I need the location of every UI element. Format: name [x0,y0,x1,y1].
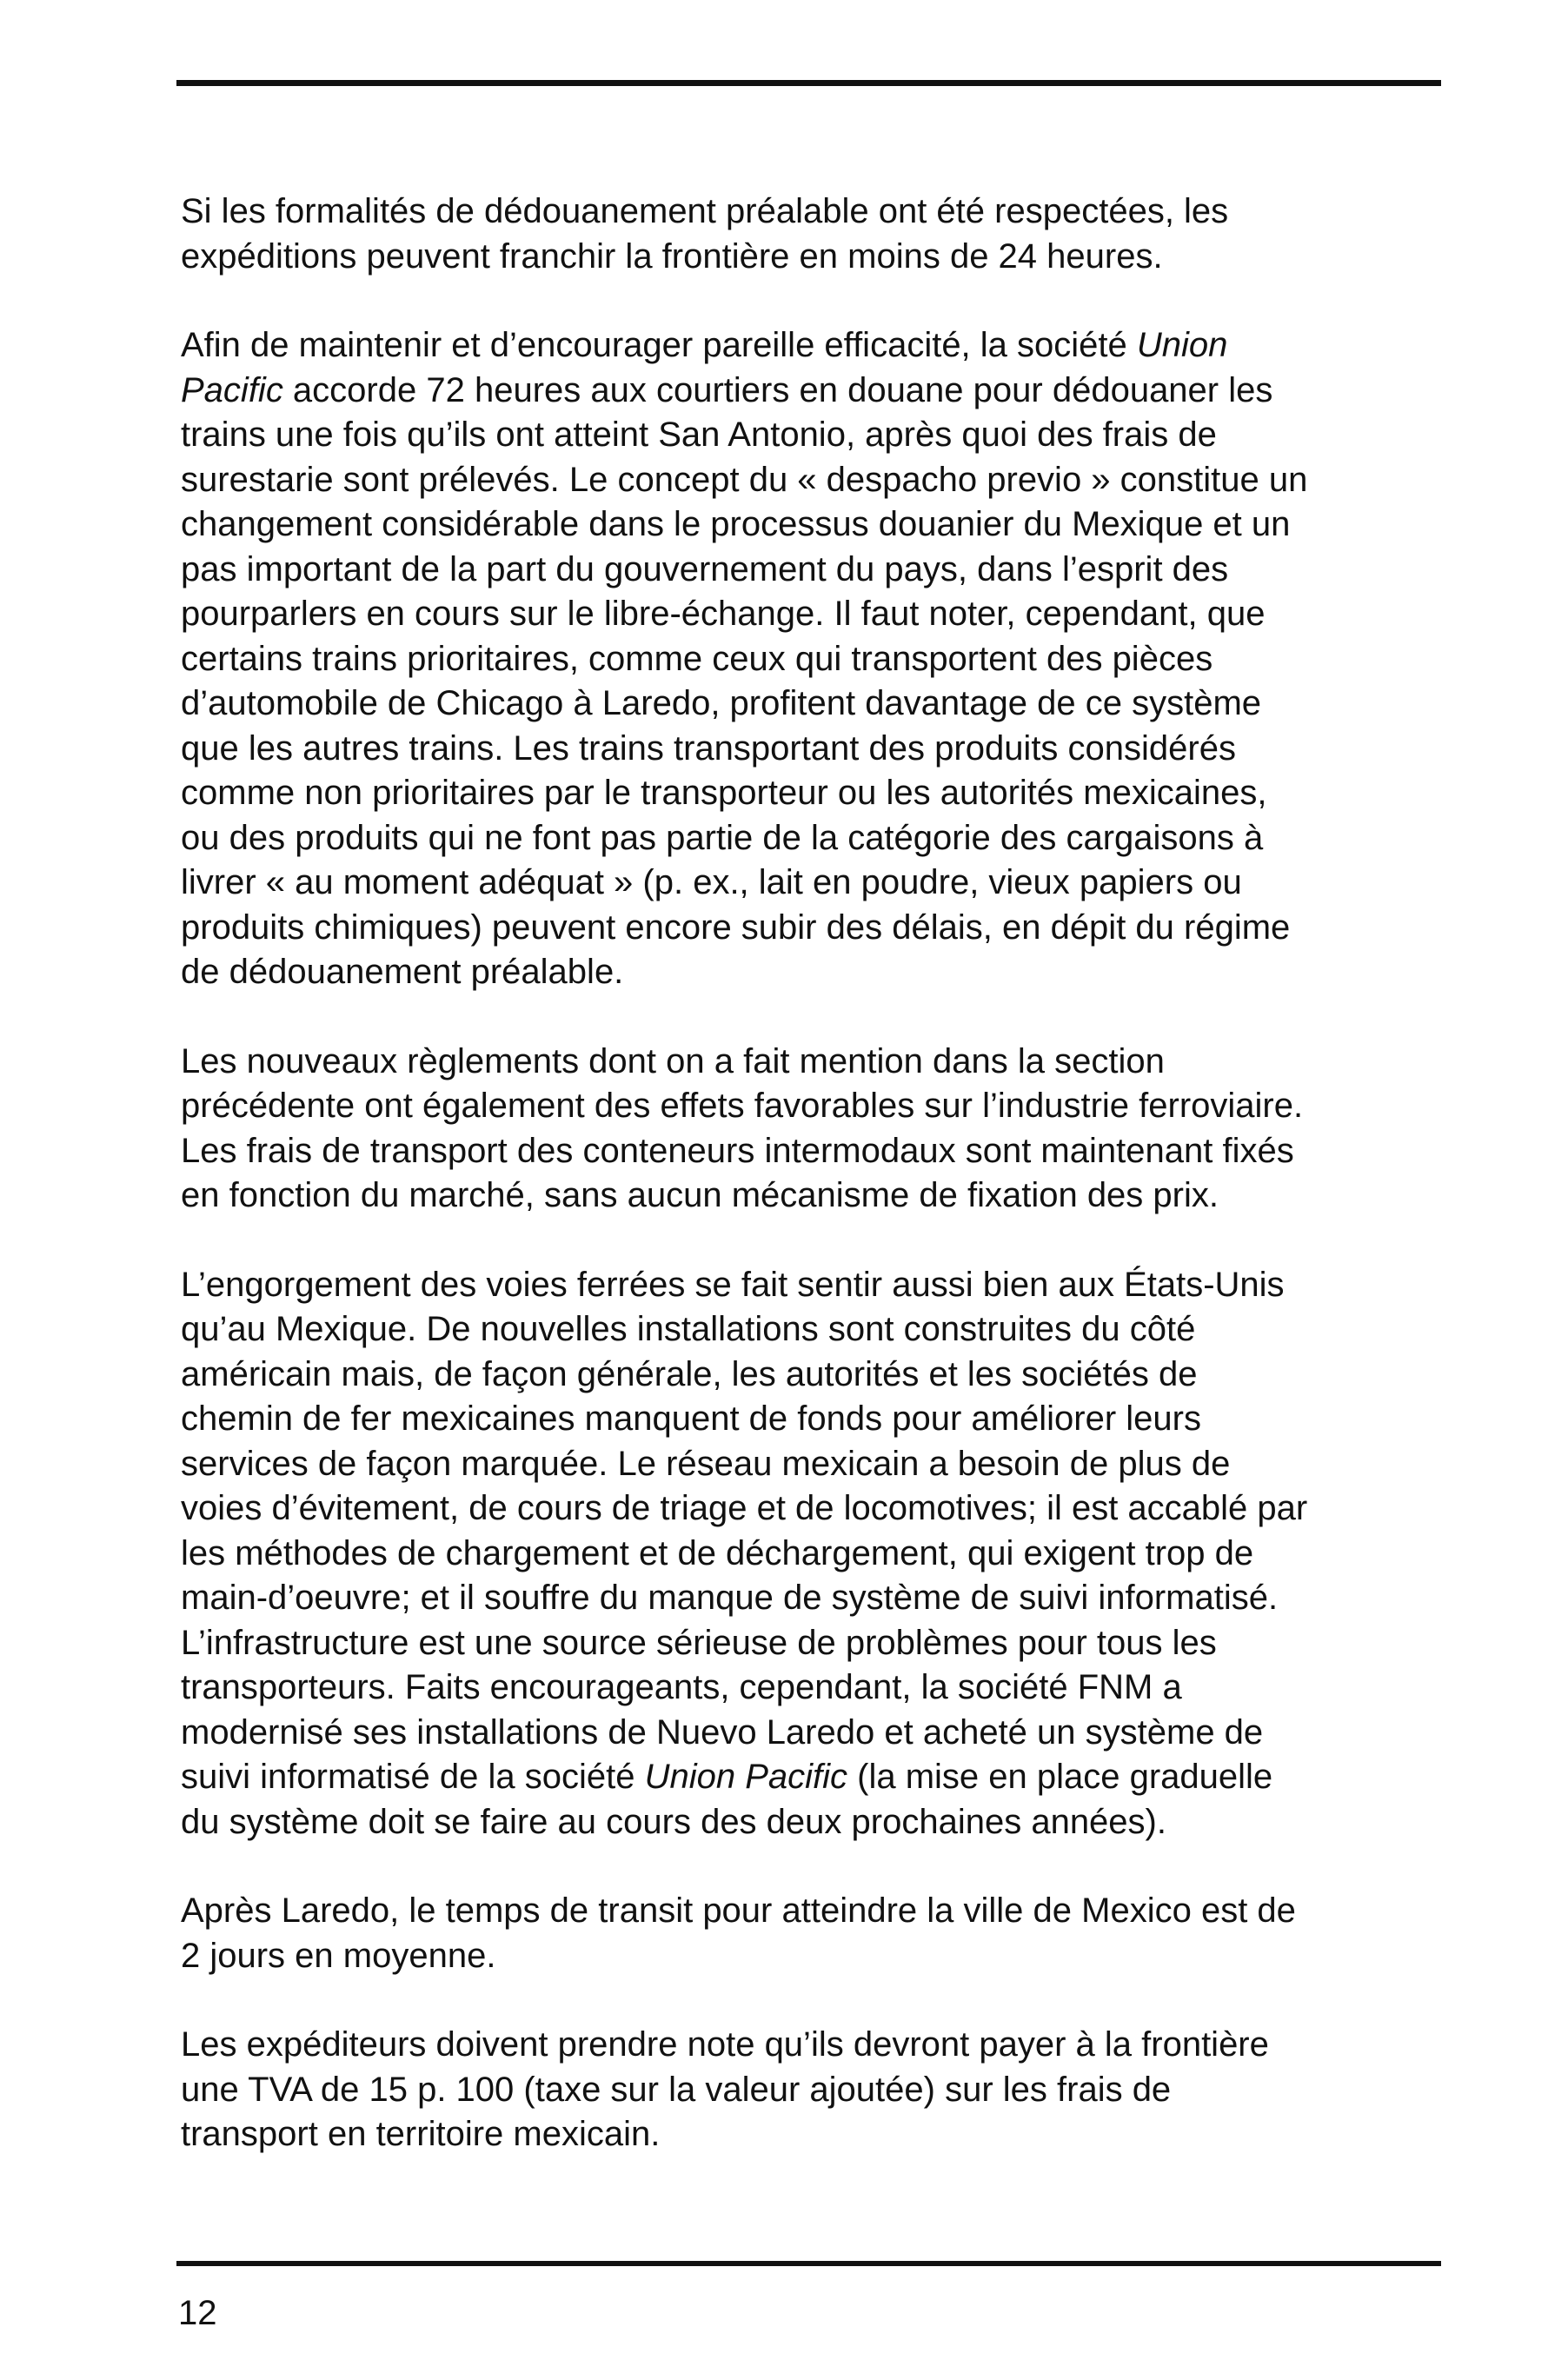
body-text [181,189,1441,2157]
text-line [181,950,1441,995]
text-line [181,323,1441,369]
text-segment: d’automobile de Chicago à Laredo, profitent davantage de ce système [181,684,1262,722]
italic-text: Union Pacific [644,1758,848,1796]
text-segment: Les nouveaux règlements dont on a fait mention dans la section [181,1041,1165,1080]
text-line [181,1576,1441,1621]
bottom-rule [176,2261,1441,2266]
text-line [181,1665,1441,1711]
text-line [181,1129,1441,1174]
text-line [181,1934,1441,1979]
text-line [181,502,1441,548]
text-segment: (la mise en place graduelle [847,1758,1273,1796]
text-line [181,681,1441,727]
text-segment: trains une fois qu’ils ont atteint San Antonio, après quoi des frais de [181,416,1217,454]
text-segment: expéditions peuvent franchir la frontière en moins de 24 heures. [181,236,1163,276]
text-segment: qu’au Mexique. De nouvelles installations sont construites du côté [181,1310,1196,1348]
text-line [181,1889,1441,1934]
paragraph [181,189,1441,279]
text-line [181,1173,1441,1219]
text-segment: Les expéditeurs doivent prendre note qu’ils devront payer à la frontière [181,2025,1269,2064]
text-line [181,637,1441,682]
text-segment: Après Laredo, le temps de transit pour atteindre la ville de Mexico est de [181,1891,1296,1930]
text-segment: livrer « au moment adéquat » (p. ex., lait en poudre, vieux papiers ou [181,863,1242,901]
paragraph [181,1889,1441,1978]
paragraph [181,1263,1441,1845]
text-line [181,189,1441,235]
text-line [181,592,1441,637]
text-segment: précédente ont également des effets favorables sur l’industrie ferroviaire. [181,1087,1304,1125]
text-line [181,548,1441,593]
text-line [181,906,1441,951]
text-segment: de dédouanement préalable. [181,953,624,991]
text-line [181,1307,1441,1353]
text-segment: chemin de fer mexicaines manquent de fonds pour améliorer leurs [181,1399,1201,1438]
text-segment: transporteurs. Faits encourageants, cependant, la société FNM a [181,1668,1182,1706]
text-line [181,2068,1441,2113]
text-line [181,1442,1441,1487]
text-line [181,413,1441,458]
text-segment: 2 jours en moyenne. [181,1936,496,1975]
italic-text: Union [1136,326,1228,364]
text-segment: les méthodes de chargement et de déchargement, qui exigent trop de [181,1533,1254,1572]
text-line [181,816,1441,861]
text-line [181,2112,1441,2157]
text-segment: L’infrastructure est une source sérieuse de problèmes pour tous les [181,1623,1217,1662]
text-segment: Si les formalités de dédouanement préalable ont été respectées, les [181,192,1229,230]
page-number: 12 [178,2294,217,2332]
text-segment: une TVA de 15 p. 100 (taxe sur la valeur ajoutée) sur les frais de [181,2070,1172,2109]
text-line [181,458,1441,503]
text-segment: accorde 72 heures aux courtiers en douane pour dédouaner les [282,370,1273,409]
text-line [181,1621,1441,1666]
text-segment: Afin de maintenir et d’encourager pareille efficacité, la société [181,326,1137,364]
top-rule [176,80,1441,86]
text-segment: Les frais de transport des conteneurs intermodaux sont maintenant fixés [181,1131,1294,1170]
text-segment: modernisé ses installations de Nuevo Laredo et acheté un système de [181,1712,1264,1752]
text-line [181,1263,1441,1308]
text-segment: que les autres trains. Les trains transportant des produits considérés [181,728,1236,768]
text-segment: main-d’oeuvre; et il souffre du manque de système de suivi informatisé. [181,1579,1279,1617]
text-segment: certains trains prioritaires, comme ceux qui transportent des pièces [181,639,1213,678]
text-line [181,1486,1441,1532]
text-line [181,1040,1441,1085]
text-line [181,235,1441,280]
text-segment: produits chimiques) peuvent encore subir des délais, en dépit du régime [181,907,1291,947]
paragraph [181,2023,1441,2157]
text-segment: suivi informatisé de la société [181,1758,645,1796]
text-line [181,1397,1441,1442]
text-segment: surestarie sont prélevés. Le concept du « despacho previo » constitue un [181,460,1308,499]
text-line [181,369,1441,414]
text-line [181,771,1441,816]
text-line [181,1800,1441,1845]
paragraph [181,323,1441,995]
text-line [181,2023,1441,2068]
text-line [181,861,1441,906]
text-segment: du système doit se faire au cours des deux prochaines années). [181,1802,1166,1841]
text-line [181,1084,1441,1129]
text-segment: comme non prioritaires par le transporteur ou les autorités mexicaines, [181,774,1267,812]
text-segment: ou des produits qui ne font pas partie de la catégorie des cargaisons à [181,818,1264,857]
italic-text: Pacific [181,370,283,409]
text-line [181,1711,1441,1756]
text-line [181,1755,1441,1800]
text-segment: changement considérable dans le processus douanier du Mexique et un [181,505,1291,543]
text-line [181,727,1441,772]
text-segment: transport en territoire mexicain. [181,2115,661,2153]
text-segment: pourparlers en cours sur le libre-échange. Il faut noter, cependant, que [181,595,1266,633]
text-segment: pas important de la part du gouvernement du pays, dans l’esprit des [181,549,1229,588]
paragraph [181,1040,1441,1219]
text-segment: services de façon marquée. Le réseau mexicain a besoin de plus de [181,1444,1231,1483]
text-line [181,1532,1441,1577]
text-line [181,1353,1441,1398]
text-segment: américain mais, de façon générale, les autorités et les sociétés de [181,1354,1198,1393]
text-segment: L’engorgement des voies ferrées se fait sentir aussi bien aux États-Unis [181,1265,1285,1304]
text-segment: en fonction du marché, sans aucun mécanisme de fixation des prix. [181,1176,1219,1214]
text-segment: voies d’évitement, de cours de triage et de locomotives; il est accablé par [181,1489,1308,1527]
